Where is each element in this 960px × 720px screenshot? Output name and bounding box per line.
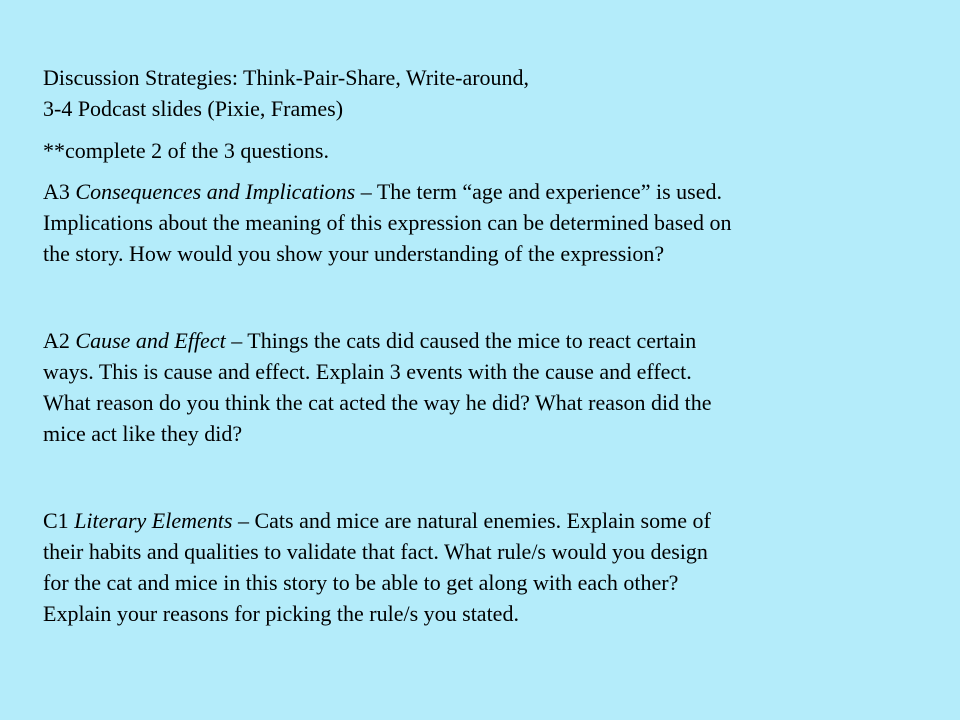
question-a2 [43,325,923,449]
question-a3-line-2: Implications about the meaning of this expression can be determined based on [43,210,732,235]
question-a2-topic: Cause and Effect [75,328,226,353]
question-a2-code: A2 [43,328,70,353]
slide-content [43,62,923,629]
question-a3-line-1 [43,176,923,207]
question-a3-topic: Consequences and Implications [75,179,356,204]
instruction-note: **complete 2 of the 3 questions. [43,138,329,163]
question-a2-line-1 [43,325,923,356]
question-c1-line-3: for the cat and mice in this story to be able to get along with each other? [43,570,679,595]
question-a3-code: A3 [43,179,70,204]
question-a2-text-1: – Things the cats did caused the mice to react certain [225,328,697,353]
question-a3-line-3: the story. How would you show your understanding of the expression? [43,241,665,266]
question-c1-line-2: their habits and qualities to validate that fact. What rule/s would you design [43,539,708,564]
question-c1 [43,505,923,629]
question-c1-code: C1 [43,508,69,533]
question-c1-text-1: – Cats and mice are natural enemies. Explain some of [232,508,711,533]
question-a2-line-3: What reason do you think the cat acted the way he did? What reason did the [43,390,712,415]
question-a3 [43,176,923,269]
strategies-heading-line-1: Discussion Strategies: Think-Pair-Share, Write-around, [43,65,530,90]
question-a3-text-1: – The term “age and experience” is used. [355,179,722,204]
question-a2-line-4: mice act like they did? [43,421,243,446]
question-c1-line-1 [43,505,923,536]
question-c1-topic: Literary Elements [74,508,233,533]
question-a2-line-2: ways. This is cause and effect. Explain 3 events with the cause and effect. [43,359,692,384]
strategies-heading-line-2: 3-4 Podcast slides (Pixie, Frames) [43,96,344,121]
question-c1-line-4: Explain your reasons for picking the rule/s you stated. [43,601,519,626]
